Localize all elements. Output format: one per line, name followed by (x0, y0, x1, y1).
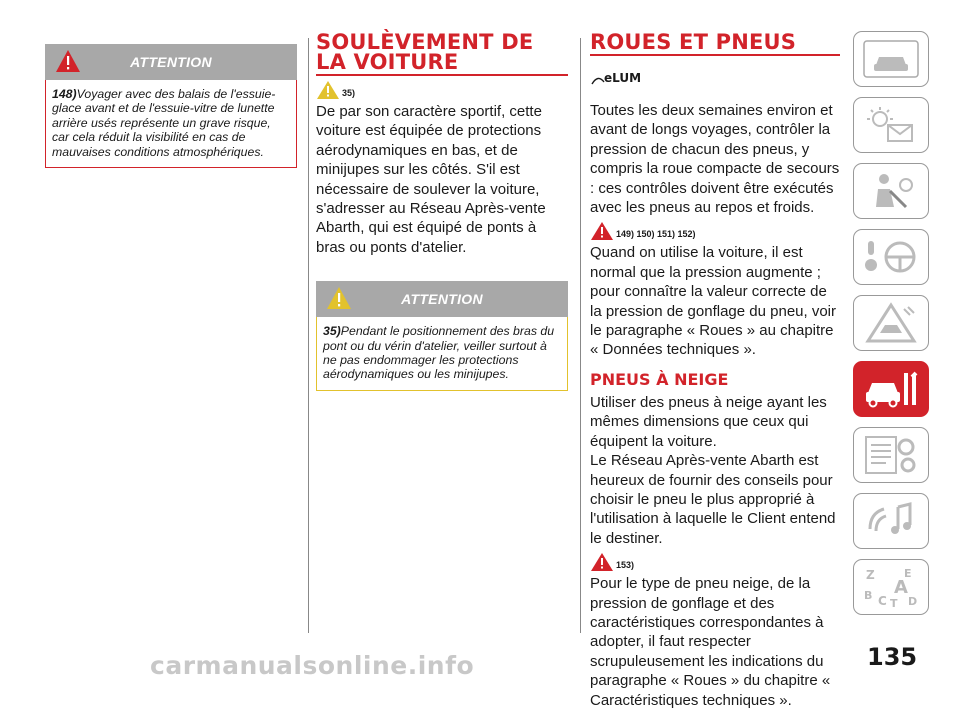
tab-safety[interactable] (853, 163, 929, 219)
reference-number: 35) (342, 88, 356, 98)
tab-car-overview[interactable] (853, 31, 929, 87)
body-paragraph: De par son caractère sportif, cette voiture est équipée de protections aérodynamiques en bas, et de minijupes sur les côtés. S'il est nécessaire de soulever la voiture, s'adresser au Réseau Après-vente Abarth, qui est équipé de ponts à bras ou ponts d'atelier. (316, 103, 546, 256)
column-divider (580, 38, 581, 633)
svg-text:C: C (878, 594, 887, 608)
tab-maintenance[interactable] (853, 361, 929, 417)
section-heading: ROUES ET PNEUS (590, 30, 797, 54)
caution-title: ATTENTION (401, 291, 483, 308)
svg-text:B: B (864, 589, 873, 602)
logo-text: eLUM (604, 71, 642, 85)
emergency-icon (860, 301, 922, 345)
page-number: 135 (867, 643, 918, 671)
safety-icon (860, 169, 922, 213)
index-icon (860, 565, 922, 609)
svg-text:T: T (890, 597, 898, 609)
reference-number: 153) (616, 560, 635, 571)
tab-emergency[interactable] (853, 295, 929, 351)
technical-data-icon (860, 433, 922, 477)
note-number: 35) (323, 324, 341, 339)
tab-driving[interactable] (853, 229, 929, 285)
warning-triangle-icon (55, 49, 81, 73)
body-paragraph: Quand on utilise la voiture, il est normal que la pression augmente ; pour connaître la valeur correcte de la pression de gonflage du pneu, voir le paragraphe « Roues » au chapitre « Données techniques ». (590, 244, 837, 359)
column-divider (308, 38, 309, 633)
tab-index[interactable] (853, 559, 929, 615)
maintenance-icon (860, 367, 922, 411)
caution-triangle-icon (326, 286, 352, 310)
chapter-sidebar (853, 31, 929, 625)
heading-underline (590, 54, 840, 56)
reference-number: 149) 150) 151) 152) (616, 229, 696, 240)
body-paragraph: Le Réseau Après-vente Abarth est heureux de fournir des conseils pour choisir le pneu le plus approprié à l'utilisation à laquelle le Client entend le destiner. (590, 452, 836, 547)
tab-technical-data[interactable] (853, 427, 929, 483)
caution-header (316, 281, 568, 317)
subheading: PNEUS À NEIGE (590, 369, 729, 389)
warning-note (45, 80, 297, 168)
note-text: Pendant le positionnement des bras du pont ou du vérin d'atelier, veiller surtout à ne pas endommager les protections aérodynamiques ou les minijupes. (323, 324, 555, 382)
body-paragraph: Utiliser des pneus à neige ayant les mêmes dimensions que ceux qui équipent la voiture. (590, 393, 827, 450)
reference-marker (590, 552, 840, 572)
car-overview-icon (860, 37, 922, 81)
body-paragraph: Toutes les deux semaines environ et avant de longs voyages, contrôler la pression de chacun des pneus, y compris la roue compacte de secours : ces contrôles doivent être exécutés avec les pneus au repos et froids. (590, 102, 840, 217)
watermark: carmanualsonline.info (150, 651, 475, 680)
svg-text:D: D (908, 595, 918, 608)
reference-marker (316, 80, 568, 100)
warning-lights-icon (860, 103, 922, 147)
warning-title: ATTENTION (130, 54, 212, 70)
svg-text:E: E (904, 567, 912, 580)
column-middle (316, 32, 568, 391)
driving-icon (860, 235, 922, 279)
svg-text:A: A (894, 577, 908, 598)
tab-warning-lights[interactable] (853, 97, 929, 153)
column-right (590, 32, 840, 710)
column-left (45, 44, 297, 168)
reference-marker (590, 221, 840, 241)
caution-note (316, 317, 568, 391)
section-heading: SOULÈVEMENT DE LA VOITURE (316, 30, 534, 74)
heading-underline (316, 74, 568, 76)
warning-triangle-icon (590, 552, 614, 572)
body-paragraph: Pour le type de pneu neige, de la pression de gonflage et des caractéristiques correspondantes à adopter, il faut respecter scrupuleusement les indications du paragraphe « Roues » du chapitre « Caractéristiques techniques ». (590, 575, 831, 709)
warning-triangle-icon (590, 221, 614, 241)
tab-multimedia[interactable] (853, 493, 929, 549)
note-text: Voyager avec des balais de l'essuie-glace avant et de l'essuie-vitre de lunette arrière usés représente un grave risque, car cela réduit la visibilité en cas de mauvaises conditions atmosphériques. (52, 87, 276, 159)
caution-triangle-icon (316, 80, 340, 100)
multimedia-icon (860, 499, 922, 543)
elum-logo-icon (590, 66, 642, 88)
svg-text:Z: Z (866, 568, 875, 582)
warning-header (45, 44, 297, 80)
note-number: 148) (52, 87, 77, 101)
